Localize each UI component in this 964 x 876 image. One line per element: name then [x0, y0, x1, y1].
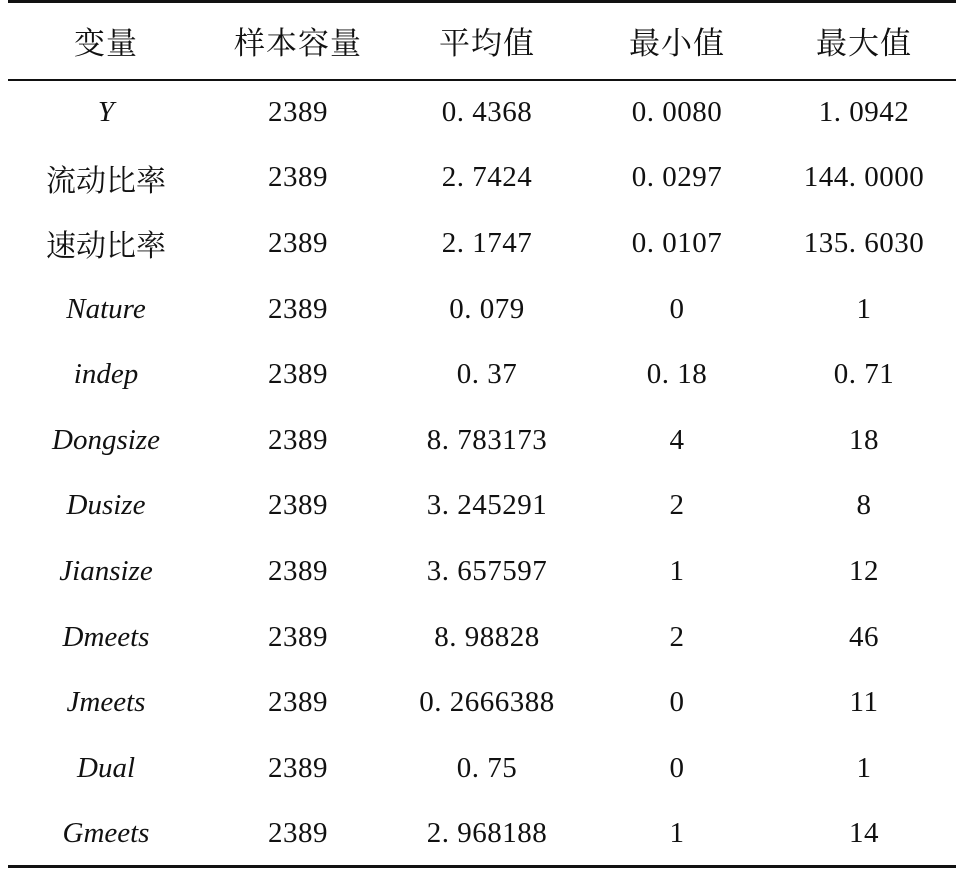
cell-sample-size: 2389: [268, 751, 328, 784]
cell-mean: 8. 783173: [426, 423, 548, 456]
cell-sample-size: 2389: [268, 96, 328, 129]
cell-min: 2: [669, 489, 685, 522]
cell-max: 1. 0942: [818, 96, 910, 129]
cell-variable: Dual: [77, 751, 135, 784]
cell-min: 2: [669, 620, 685, 653]
cell-min: 1: [669, 554, 685, 587]
cell-mean: 0. 079: [449, 292, 525, 325]
cell-min: 0. 0297: [631, 161, 723, 194]
descriptive-stats-table: [8, 0, 956, 868]
cell-sample-size: 2389: [268, 358, 328, 391]
table-row: [8, 735, 956, 801]
table-row: [8, 342, 956, 408]
cell-mean: 0. 2666388: [419, 686, 555, 719]
cell-max: 0. 71: [833, 358, 895, 391]
cell-sample-size: 2389: [268, 620, 328, 653]
cell-variable: 流动比率: [46, 163, 166, 199]
table-row: [8, 276, 956, 342]
cell-max: 11: [849, 686, 879, 719]
header-max: 最大值: [772, 2, 956, 80]
cell-max: 1: [856, 292, 872, 325]
table-body: [8, 80, 956, 867]
table-row: [8, 473, 956, 539]
cell-max: 135. 6030: [803, 226, 925, 259]
cell-max: 46: [849, 620, 879, 653]
cell-min: 0. 18: [646, 358, 708, 391]
cell-min: 0: [669, 686, 685, 719]
cell-variable: indep: [73, 358, 139, 391]
cell-max: 18: [849, 423, 879, 456]
cell-mean: 3. 657597: [426, 554, 548, 587]
cell-min: 0: [669, 292, 685, 325]
cell-min: 0. 0107: [631, 226, 723, 259]
table-row: [8, 211, 956, 277]
cell-sample-size: 2389: [268, 226, 328, 259]
header-sample-size: 样本容量: [204, 2, 392, 80]
cell-sample-size: 2389: [204, 801, 392, 867]
cell-mean: 8. 98828: [434, 620, 540, 653]
cell-sample-size: 2389: [268, 554, 328, 587]
cell-sample-size: 2389: [268, 686, 328, 719]
cell-max: 1: [856, 751, 872, 784]
table-row: [8, 801, 956, 867]
cell-sample-size: 2389: [268, 489, 328, 522]
cell-variable: Dongsize: [52, 423, 160, 456]
cell-variable: 速动比率: [46, 229, 166, 265]
cell-max: 14: [772, 801, 956, 867]
table-header: [8, 2, 956, 80]
cell-mean: 0. 4368: [441, 96, 533, 129]
cell-mean: 2. 7424: [441, 161, 533, 194]
cell-min: 0: [669, 751, 685, 784]
table-row: [8, 407, 956, 473]
cell-sample-size: 2389: [268, 292, 328, 325]
cell-min: 1: [582, 801, 772, 867]
table-row: [8, 145, 956, 211]
cell-variable: Jiansize: [59, 554, 153, 587]
cell-variable: Dmeets: [62, 620, 150, 653]
cell-mean: 3. 245291: [426, 489, 548, 522]
table-row: [8, 604, 956, 670]
table-row: [8, 670, 956, 736]
table-row: [8, 80, 956, 146]
cell-mean: 0. 75: [456, 751, 518, 784]
cell-variable: Jmeets: [66, 686, 146, 719]
cell-max: 144. 0000: [803, 161, 925, 194]
cell-mean: 0. 37: [456, 358, 518, 391]
cell-max: 12: [849, 554, 879, 587]
cell-max: 8: [856, 489, 872, 522]
cell-sample-size: 2389: [268, 423, 328, 456]
cell-variable: Y: [97, 96, 115, 129]
descriptive-stats-table-container: [8, 0, 956, 868]
cell-mean: 2. 968188: [392, 801, 582, 867]
cell-min: 0. 0080: [631, 96, 723, 129]
header-variable: 变量: [8, 2, 204, 80]
header-mean: 平均值: [392, 2, 582, 80]
cell-variable: Dusize: [66, 489, 146, 522]
cell-mean: 2. 1747: [441, 226, 533, 259]
cell-variable: Nature: [66, 292, 146, 325]
header-min: 最小值: [582, 2, 772, 80]
cell-variable: Gmeets: [8, 801, 204, 867]
header-row: [8, 2, 956, 80]
table-row: [8, 539, 956, 605]
cell-sample-size: 2389: [268, 161, 328, 194]
cell-min: 4: [669, 423, 685, 456]
